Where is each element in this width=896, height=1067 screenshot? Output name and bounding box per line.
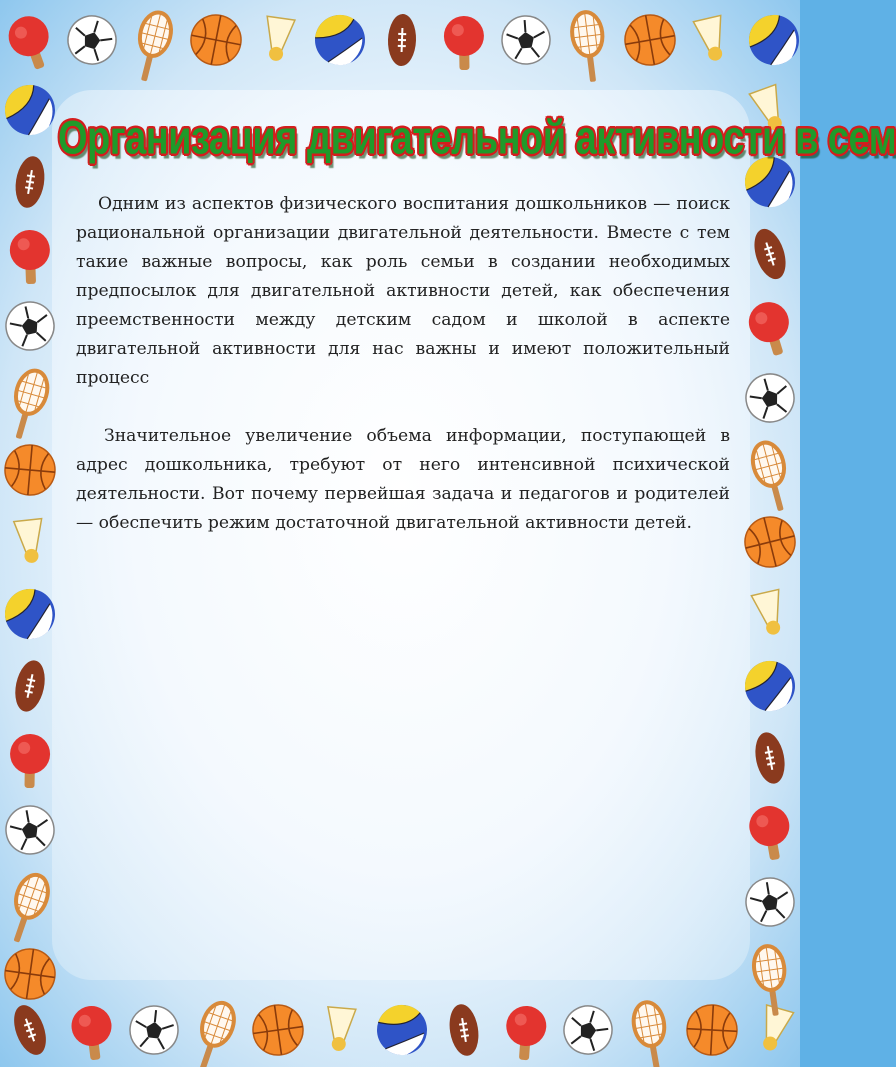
ping-pong-paddle-icon [3, 11, 59, 75]
soccer-ball-icon [500, 14, 551, 65]
badminton-shuttlecock-icon [751, 589, 788, 637]
basketball-icon [621, 11, 679, 69]
rugby-ball-icon [11, 658, 49, 715]
ping-pong-paddle-icon [69, 1004, 115, 1062]
ping-pong-paddle-icon [744, 297, 798, 360]
ping-pong-paddle-icon [9, 734, 50, 789]
tennis-racket-icon [4, 367, 52, 443]
tennis-racket-icon [2, 871, 53, 947]
page-title [58, 112, 896, 187]
basketball-icon [250, 1002, 306, 1058]
badminton-shuttlecock-icon [261, 16, 295, 62]
tennis-racket-icon [570, 10, 608, 83]
body-text [76, 190, 730, 538]
rugby-ball-icon [751, 730, 788, 786]
basketball-icon [686, 1004, 739, 1057]
soccer-ball-icon [128, 1004, 181, 1057]
volleyball-icon [743, 9, 805, 71]
soccer-ball-icon [743, 875, 798, 930]
badminton-shuttlecock-icon [14, 519, 46, 565]
ping-pong-paddle-icon [444, 16, 485, 71]
tennis-racket-icon [748, 439, 795, 514]
soccer-ball-icon [1, 297, 59, 355]
tennis-racket-icon [188, 999, 239, 1067]
rugby-ball-icon [387, 14, 417, 67]
soccer-ball-icon [2, 802, 58, 858]
rugby-ball-icon [446, 1002, 482, 1058]
paragraph-1: Одним из аспектов физического воспитания дошкольников — поиск рациональной организации двигательной деятельности. Вместе с тем такие важные вопросы, как роль семьи в создании необходимых предпосылок для двигательной активности детей, как обеспечения преемственности между детским садом и школой в аспекте двигательной активности для нас важны и имеют положительный процесс [76, 194, 730, 388]
title-text: Организация двигательной активности в сем [58, 112, 896, 165]
basketball-icon [740, 512, 801, 573]
badminton-shuttlecock-icon [693, 15, 730, 63]
volleyball-icon [0, 583, 61, 646]
badminton-shuttlecock-icon [324, 1007, 356, 1052]
rugby-ball-icon [8, 1001, 52, 1059]
volleyball-icon [0, 78, 62, 142]
ping-pong-paddle-icon [746, 803, 795, 863]
basketball-icon [2, 946, 58, 1002]
tennis-racket-icon [129, 9, 175, 84]
rugby-ball-icon [749, 225, 792, 283]
volleyball-icon [313, 13, 367, 67]
soccer-ball-icon [558, 1000, 618, 1060]
basketball-icon [3, 443, 57, 497]
ping-pong-paddle-icon [9, 229, 51, 284]
ping-pong-paddle-icon [504, 1005, 548, 1062]
volleyball-icon [740, 656, 799, 715]
rugby-ball-icon [12, 154, 48, 210]
soccer-ball-icon [740, 368, 799, 427]
paragraph-2: Значительное увеличение объема информации, поступающей в адрес дошкольника, требуют от него интенсивной психической деятельности. Вот почему первейшая задача и педагогов и родителей — обеспечить режим достаточной двигательной активности детей. [76, 426, 730, 533]
tennis-racket-icon [630, 1000, 672, 1067]
soccer-ball-icon [62, 10, 122, 70]
volleyball-icon [370, 998, 433, 1061]
basketball-icon [187, 11, 246, 70]
